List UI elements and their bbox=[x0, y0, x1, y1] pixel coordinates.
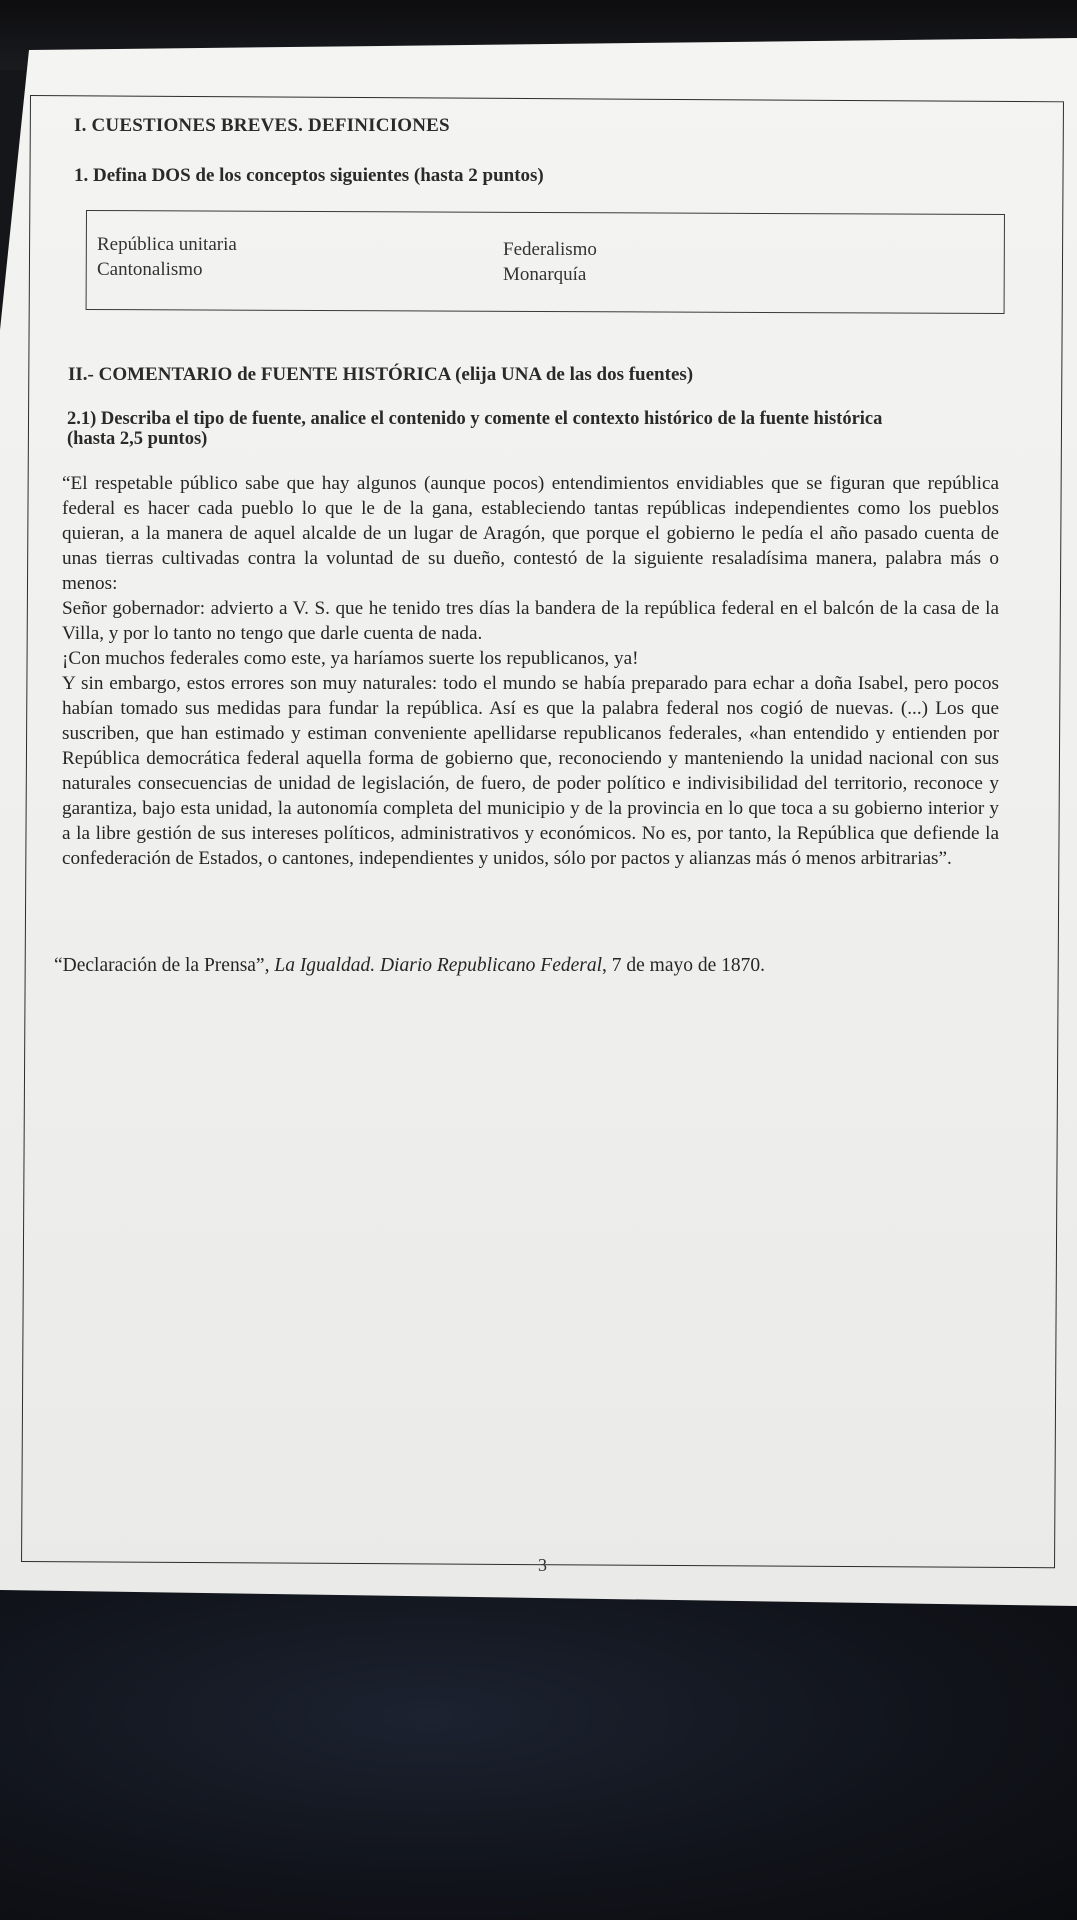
concept-federalismo: Federalismo bbox=[503, 239, 597, 260]
concept-republica-unitaria: República unitaria bbox=[97, 234, 237, 255]
quote-paragraph-4: Y sin embargo, estos errores son muy naturales: todo el mundo se había preparado para echar a doña Isabel, pero pocos habían tomado sus medidas para fundar la república. Así es que la palabra federal nos cogió de nuevas. (...) Los que suscriben, que han estimado y estiman conveniente apellidarse republicanos federales, «han entendido y entienden por República democrática federal aquella forma de gobierno que, reconociendo y manteniendo la unidad nacional con sus naturales consecuencias de unidad de legislación, de fuero, de poder político e indivisibilidad del territorio, reconoce y garantiza, bajo esta unidad, la autonomía completa del municipio y de la provincia en lo que toca a su gobierno interior y a la libre gestión de sus intereses políticos, administrativos y económicos. No es, por tanto, la República que defiende la confederación de Estados, o cantones, independientes y unidos, sólo por pactos y alianzas más ó menos arbitrarias”. bbox=[62, 673, 999, 869]
page-number: 3 bbox=[538, 1555, 547, 1575]
source-prefix: “Declaración de la Prensa”, bbox=[54, 955, 275, 976]
quote-paragraph-3: ¡Con muchos federales como este, ya haríamos suerte los republicanos, ya! bbox=[62, 648, 639, 669]
source-citation bbox=[54, 955, 765, 977]
historical-source-quote bbox=[62, 471, 999, 871]
section2-question-line1: 2.1) Describa el tipo de fuente, analice el contenido y comente el contexto histórico de la fuente histórica bbox=[67, 409, 883, 429]
quote-paragraph-2: Señor gobernador: advierto a V. S. que he tenido tres días la bandera de la república federal en el balcón de la casa de la Villa, y por lo tanto no tengo que darle cuenta de nada. bbox=[62, 598, 999, 644]
section1-title: I. CUESTIONES BREVES. DEFINICIONES bbox=[74, 115, 450, 136]
section2-question-line2: (hasta 2,5 puntos) bbox=[67, 429, 208, 449]
source-publication: La Igualdad. Diario Republicano Federal bbox=[274, 955, 603, 976]
section1-question: 1. Defina DOS de los conceptos siguientes (hasta 2 puntos) bbox=[74, 165, 544, 186]
concept-cantonalismo: Cantonalismo bbox=[97, 259, 203, 280]
section2-title: II.- COMENTARIO de FUENTE HISTÓRICA (elija UNA de las dos fuentes) bbox=[68, 364, 694, 385]
quote-paragraph-1: “El respetable público sabe que hay algunos (aunque pocos) entendimientos envidiables que se figuran que república federal es hacer cada pueblo lo que le de la gana, estableciendo tantas repúblicas independientes como los pueblos quieran, a la manera de aquel alcalde de un lugar de Aragón, que porque el gobierno le pedía el año pasado cuenta de unas tierras cultivadas contra la voluntad de su dueño, contestó de la siguiente resaladísima manera, palabra más o menos: bbox=[62, 473, 999, 594]
source-suffix: , 7 de mayo de 1870. bbox=[602, 955, 766, 976]
concept-monarquia: Monarquía bbox=[503, 264, 587, 285]
concepts-box bbox=[86, 210, 1005, 314]
